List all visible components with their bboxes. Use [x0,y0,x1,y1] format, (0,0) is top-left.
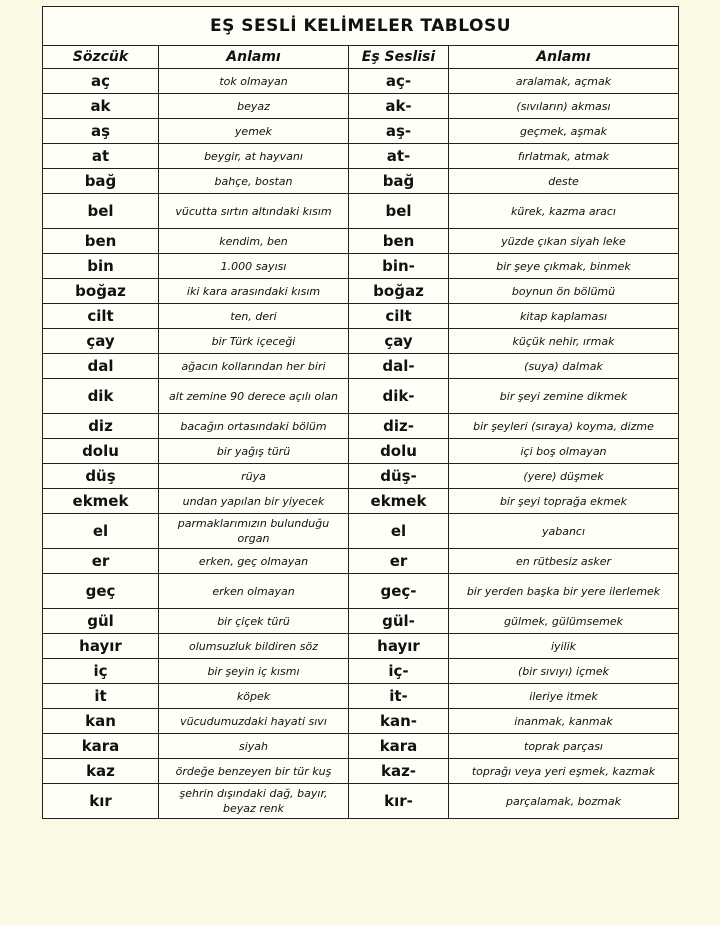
meaning-cell: ağacın kollarından her biri [159,354,349,379]
homonym-cell: at- [349,144,449,169]
word-cell: bağ [43,169,159,194]
meaning-cell: bacağın ortasındaki bölüm [159,414,349,439]
word-cell: diz [43,414,159,439]
word-cell: ekmek [43,489,159,514]
homonym-cell: kaz- [349,759,449,784]
word-cell: kır [43,784,159,819]
homonym-meaning-cell: aralamak, açmak [449,69,679,94]
homonym-cell: boğaz [349,279,449,304]
word-cell: dik [43,379,159,414]
homonym-meaning-cell: toprak parçası [449,734,679,759]
homonym-meaning-cell: geçmek, aşmak [449,119,679,144]
homonym-meaning-cell: gülmek, gülümsemek [449,609,679,634]
meaning-cell: vücutta sırtın altındaki kısım [159,194,349,229]
header-homonym-meaning: Anlamı [449,46,679,69]
table-row [43,229,679,254]
table-row [43,194,679,229]
homonym-cell: iç- [349,659,449,684]
homonym-cell: dik- [349,379,449,414]
homonym-cell: kara [349,734,449,759]
homonym-cell: bin- [349,254,449,279]
table-row [43,734,679,759]
table-row [43,549,679,574]
homonym-cell: kan- [349,709,449,734]
homonym-meaning-cell: inanmak, kanmak [449,709,679,734]
homonym-meaning-cell: küçük nehir, ırmak [449,329,679,354]
table-row [43,439,679,464]
table-row [43,659,679,684]
homonym-meaning-cell: toprağı veya yeri eşmek, kazmak [449,759,679,784]
homonym-cell: it- [349,684,449,709]
homonym-cell: hayır [349,634,449,659]
word-cell: dal [43,354,159,379]
homonym-meaning-cell: kürek, kazma aracı [449,194,679,229]
word-cell: dolu [43,439,159,464]
word-cell: it [43,684,159,709]
meaning-cell: alt zemine 90 derece açılı olan [159,379,349,414]
meaning-cell: beyaz [159,94,349,119]
meaning-cell: bir çiçek türü [159,609,349,634]
homonym-meaning-cell: parçalamak, bozmak [449,784,679,819]
homonym-meaning-cell: en rütbesiz asker [449,549,679,574]
table-row [43,574,679,609]
table-row [43,144,679,169]
homonym-cell: geç- [349,574,449,609]
table-row [43,279,679,304]
header-homonym: Eş Seslisi [349,46,449,69]
homonym-cell: ak- [349,94,449,119]
meaning-cell: ten, deri [159,304,349,329]
word-cell: kaz [43,759,159,784]
homonym-meaning-cell: deste [449,169,679,194]
table-row [43,634,679,659]
word-cell: at [43,144,159,169]
homonym-meaning-cell: bir şeye çıkmak, binmek [449,254,679,279]
word-cell: çay [43,329,159,354]
word-cell: aş [43,119,159,144]
homonym-meaning-cell: ileriye itmek [449,684,679,709]
table-row [43,464,679,489]
homonym-cell: bağ [349,169,449,194]
meaning-cell: tok olmayan [159,69,349,94]
homonym-table [42,6,679,819]
word-cell: hayır [43,634,159,659]
word-cell: kara [43,734,159,759]
homonym-meaning-cell: bir şeyi zemine dikmek [449,379,679,414]
homonym-meaning-cell: (sıvıların) akması [449,94,679,119]
meaning-cell: olumsuzluk bildiren söz [159,634,349,659]
homonym-cell: ekmek [349,489,449,514]
homonym-cell: düş- [349,464,449,489]
homonym-meaning-cell: yabancı [449,514,679,549]
meaning-cell: bir yağış türü [159,439,349,464]
homonym-meaning-cell: boynun ön bölümü [449,279,679,304]
homonym-cell: ben [349,229,449,254]
homonym-cell: aş- [349,119,449,144]
meaning-cell: rüya [159,464,349,489]
word-cell: ben [43,229,159,254]
meaning-cell: vücudumuzdaki hayati sıvı [159,709,349,734]
meaning-cell: yemek [159,119,349,144]
table-row [43,94,679,119]
meaning-cell: kendim, ben [159,229,349,254]
table-row [43,489,679,514]
homonym-meaning-cell: kitap kaplaması [449,304,679,329]
homonym-cell: cilt [349,304,449,329]
homonym-meaning-cell: iyilik [449,634,679,659]
meaning-cell: iki kara arasındaki kısım [159,279,349,304]
homonym-meaning-cell: yüzde çıkan siyah leke [449,229,679,254]
homonym-cell: gül- [349,609,449,634]
table-row [43,514,679,549]
word-cell: düş [43,464,159,489]
table-body [43,69,679,819]
word-cell: bel [43,194,159,229]
table-row [43,254,679,279]
meaning-cell: erken olmayan [159,574,349,609]
table-row [43,69,679,94]
table-title: EŞ SESLİ KELİMELER TABLOSU [43,7,679,46]
meaning-cell: siyah [159,734,349,759]
table-row [43,329,679,354]
meaning-cell: beygir, at hayvanı [159,144,349,169]
table-row [43,119,679,144]
meaning-cell: ördeğe benzeyen bir tür kuş [159,759,349,784]
table-row [43,169,679,194]
homonym-meaning-cell: bir yerden başka bir yere ilerlemek [449,574,679,609]
word-cell: cilt [43,304,159,329]
homonym-cell: diz- [349,414,449,439]
header-meaning: Anlamı [159,46,349,69]
homonym-meaning-cell: bir şeyi toprağa ekmek [449,489,679,514]
homonym-cell: kır- [349,784,449,819]
table-row [43,354,679,379]
meaning-cell: bir şeyin iç kısmı [159,659,349,684]
table-row [43,414,679,439]
word-cell: iç [43,659,159,684]
word-cell: ak [43,94,159,119]
homonym-meaning-cell: (bir sıvıyı) içmek [449,659,679,684]
word-cell: aç [43,69,159,94]
word-cell: kan [43,709,159,734]
homonym-cell: er [349,549,449,574]
homonym-meaning-cell: fırlatmak, atmak [449,144,679,169]
table-row [43,784,679,819]
homonym-meaning-cell: (yere) düşmek [449,464,679,489]
word-cell: gül [43,609,159,634]
meaning-cell: undan yapılan bir yiyecek [159,489,349,514]
table-row [43,759,679,784]
word-cell: geç [43,574,159,609]
homonym-cell: çay [349,329,449,354]
word-cell: bin [43,254,159,279]
meaning-cell: bahçe, bostan [159,169,349,194]
homonym-meaning-cell: (suya) dalmak [449,354,679,379]
table-row [43,304,679,329]
meaning-cell: köpek [159,684,349,709]
table-row [43,379,679,414]
meaning-cell: bir Türk içeceği [159,329,349,354]
homonym-cell: dolu [349,439,449,464]
homonym-cell: dal- [349,354,449,379]
header-word: Sözcük [43,46,159,69]
table-row [43,709,679,734]
meaning-cell: parmaklarımızın bulunduğu organ [159,514,349,549]
meaning-cell: şehrin dışındaki dağ, bayır, beyaz renk [159,784,349,819]
homonym-cell: aç- [349,69,449,94]
word-cell: boğaz [43,279,159,304]
table-row [43,684,679,709]
word-cell: er [43,549,159,574]
table-row [43,609,679,634]
word-cell: el [43,514,159,549]
homonym-meaning-cell: bir şeyleri (sıraya) koyma, dizme [449,414,679,439]
homonym-cell: bel [349,194,449,229]
meaning-cell: erken, geç olmayan [159,549,349,574]
homonym-meaning-cell: içi boş olmayan [449,439,679,464]
meaning-cell: 1.000 sayısı [159,254,349,279]
homonym-cell: el [349,514,449,549]
